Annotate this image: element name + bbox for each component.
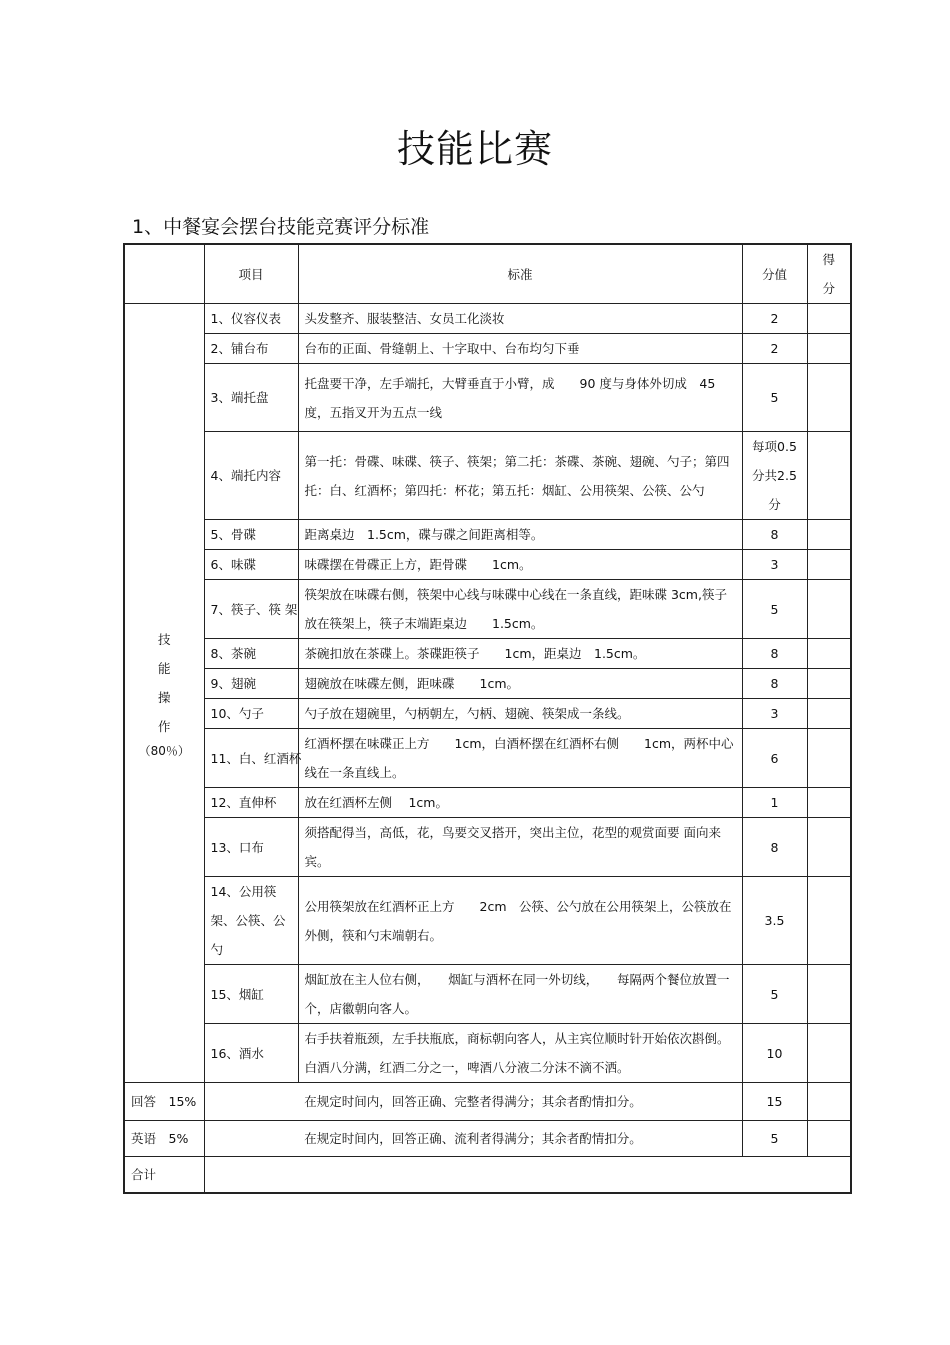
standard-cell: 放在红酒杯左侧 1cm。 [298, 788, 742, 818]
standard-cell: 距离桌边 1.5cm，碟与碟之间距离相等。 [298, 520, 742, 550]
item-cell: 5、骨碟 [204, 520, 298, 550]
score-input-cell [807, 520, 851, 550]
standard-cell: 翅碗放在味碟左侧，距味碟 1cm。 [298, 669, 742, 699]
table-row [124, 729, 851, 788]
standard-cell: 勺子放在翅碗里，勺柄朝左，勺柄、翅碗、筷架成一条线。 [298, 699, 742, 729]
standard-cell: 在规定时间内，回答正确、流利者得满分；其余者酌情扣分。 [204, 1121, 742, 1157]
item-cell: 3、端托盘 [204, 364, 298, 432]
total-label: 合计 [124, 1157, 204, 1193]
score-input-cell [807, 877, 851, 965]
standard-cell: 台布的正面、骨缝朝上、十字取中、台布均匀下垂 [298, 334, 742, 364]
table-row [124, 965, 851, 1024]
score-input-cell [807, 818, 851, 877]
points-cell: 8 [742, 520, 807, 550]
points-cell: 2 [742, 304, 807, 334]
score-input-cell [807, 550, 851, 580]
standard-cell: 在规定时间内，回答正确、完整者得满分；其余者酌情扣分。 [204, 1083, 742, 1121]
header-item: 项目 [204, 244, 298, 304]
score-input-cell [807, 1121, 851, 1157]
points-cell: 3 [742, 550, 807, 580]
standard-cell: 味碟摆在骨碟正上方，距骨碟 1cm。 [298, 550, 742, 580]
table-row [124, 580, 851, 639]
header-score-line2: 分 [822, 281, 835, 296]
table-row [124, 1121, 851, 1157]
score-input-cell [807, 1083, 851, 1121]
table-row [124, 364, 851, 432]
category-char: 能 [157, 661, 171, 676]
category-char: 操 [157, 690, 171, 705]
points-cell: 10 [742, 1024, 807, 1083]
standard-cell: 公用筷架放在红酒杯正上方 2cm 公筷、公勺放在公用筷架上，公筷放在外侧，筷和勺末端朝右。 [298, 877, 742, 965]
points-cell: 2 [742, 334, 807, 364]
score-input-cell [807, 1024, 851, 1083]
standard-cell: 托盘要干净，左手端托，大臂垂直于小臂，成 90 度与身体外切成 45 度，五指叉开为五点一线 [298, 364, 742, 432]
points-cell: 5 [742, 965, 807, 1024]
category-char: 作 [157, 719, 171, 734]
standard-cell: 第一托：骨碟、味碟、筷子、筷架；第二托：茶碟、茶碗、翅碗、勺子；第四托：白、红酒杯；第四托：杯花；第五托：烟缸、公用筷架、公筷、公勺 [298, 432, 742, 520]
points-cell: 8 [742, 818, 807, 877]
table-row [124, 304, 851, 334]
item-cell: 7、筷子、筷 架 [204, 580, 298, 639]
score-input-cell [807, 432, 851, 520]
points-cell: 8 [742, 669, 807, 699]
score-input-cell [807, 364, 851, 432]
points-cell: 5 [742, 364, 807, 432]
table-row [124, 639, 851, 669]
header-blank-cell [124, 244, 204, 304]
score-input-cell [807, 699, 851, 729]
item-cell: 6、味碟 [204, 550, 298, 580]
standard-cell: 右手扶着瓶颈，左手扶瓶底，商标朝向客人，从主宾位顺时针开始依次斟倒。白酒八分满，红酒二分之一，啤酒八分液二分沫不滴不洒。 [298, 1024, 742, 1083]
score-input-cell [807, 580, 851, 639]
total-row [124, 1157, 851, 1193]
item-cell: 9、翅碗 [204, 669, 298, 699]
standard-cell: 须搭配得当，高低，花，鸟要交叉搭开，突出主位，花型的观赏面要 面向来宾。 [298, 818, 742, 877]
item-cell: 2、铺台布 [204, 334, 298, 364]
score-input-cell [807, 965, 851, 1024]
header-score [807, 244, 851, 304]
item-cell: 14、公用筷架、公筷、公勺 [204, 877, 298, 965]
header-standard: 标准 [298, 244, 742, 304]
points-cell: 3.5 [742, 877, 807, 965]
table-row [124, 550, 851, 580]
item-cell: 12、直伸杯 [204, 788, 298, 818]
item-cell: 4、端托内容 [204, 432, 298, 520]
table-header-row [124, 244, 851, 304]
standard-cell: 茶碗扣放在茶碟上。茶碟距筷子 1cm，距桌边 1.5cm。 [298, 639, 742, 669]
item-cell: 11、白、红酒杯 [204, 729, 298, 788]
row-label: 回答 15% [124, 1083, 204, 1121]
table-row [124, 699, 851, 729]
table-row [124, 669, 851, 699]
total-value-cell [204, 1157, 851, 1193]
header-points: 分值 [742, 244, 807, 304]
header-score-line1: 得 [822, 252, 835, 267]
score-input-cell [807, 729, 851, 788]
category-skill-operation [124, 304, 204, 1083]
points-cell: 1 [742, 788, 807, 818]
score-input-cell [807, 334, 851, 364]
table-row [124, 432, 851, 520]
points-cell: 15 [742, 1083, 807, 1121]
table-row [124, 520, 851, 550]
points-cell: 5 [742, 580, 807, 639]
item-cell: 1、仪容仪表 [204, 304, 298, 334]
standard-cell: 筷架放在味碟右侧，筷架中心线与味碟中心线在一条直线，距味碟 3cm,筷子放在筷架上，筷子末端距桌边 1.5cm。 [298, 580, 742, 639]
item-cell: 10、勺子 [204, 699, 298, 729]
standard-cell: 头发整齐、服装整洁、女员工化淡妆 [298, 304, 742, 334]
standard-cell: 红酒杯摆在味碟正上方 1cm，白酒杯摆在红酒杯右侧 1cm，两杯中心线在一条直线上。 [298, 729, 742, 788]
section-subtitle: 1、中餐宴会摆台技能竞赛评分标准 [132, 216, 430, 238]
item-cell: 15、烟缸 [204, 965, 298, 1024]
points-cell: 8 [742, 639, 807, 669]
item-cell: 16、酒水 [204, 1024, 298, 1083]
category-char: 技 [157, 632, 171, 647]
score-input-cell [807, 788, 851, 818]
item-cell: 8、茶碗 [204, 639, 298, 669]
points-cell: 6 [742, 729, 807, 788]
table-row [124, 818, 851, 877]
row-label: 英语 5% [124, 1121, 204, 1157]
table-row [124, 1083, 851, 1121]
table-row [124, 877, 851, 965]
score-input-cell [807, 669, 851, 699]
table-row [124, 788, 851, 818]
points-cell: 5 [742, 1121, 807, 1157]
page-title: 技能比赛 [396, 127, 553, 171]
standard-cell: 烟缸放在主人位右侧， 烟缸与酒杯在同一外切线， 每隔两个餐位放置一个，店徽朝向客人。 [298, 965, 742, 1024]
scoring-table [123, 243, 852, 1194]
points-cell: 每项0.5 分共2.5分 [742, 432, 807, 520]
points-cell: 3 [742, 699, 807, 729]
table-row [124, 334, 851, 364]
score-input-cell [807, 639, 851, 669]
category-percent: （80％） [138, 744, 190, 758]
item-cell: 13、口布 [204, 818, 298, 877]
score-input-cell [807, 304, 851, 334]
table-row [124, 1024, 851, 1083]
